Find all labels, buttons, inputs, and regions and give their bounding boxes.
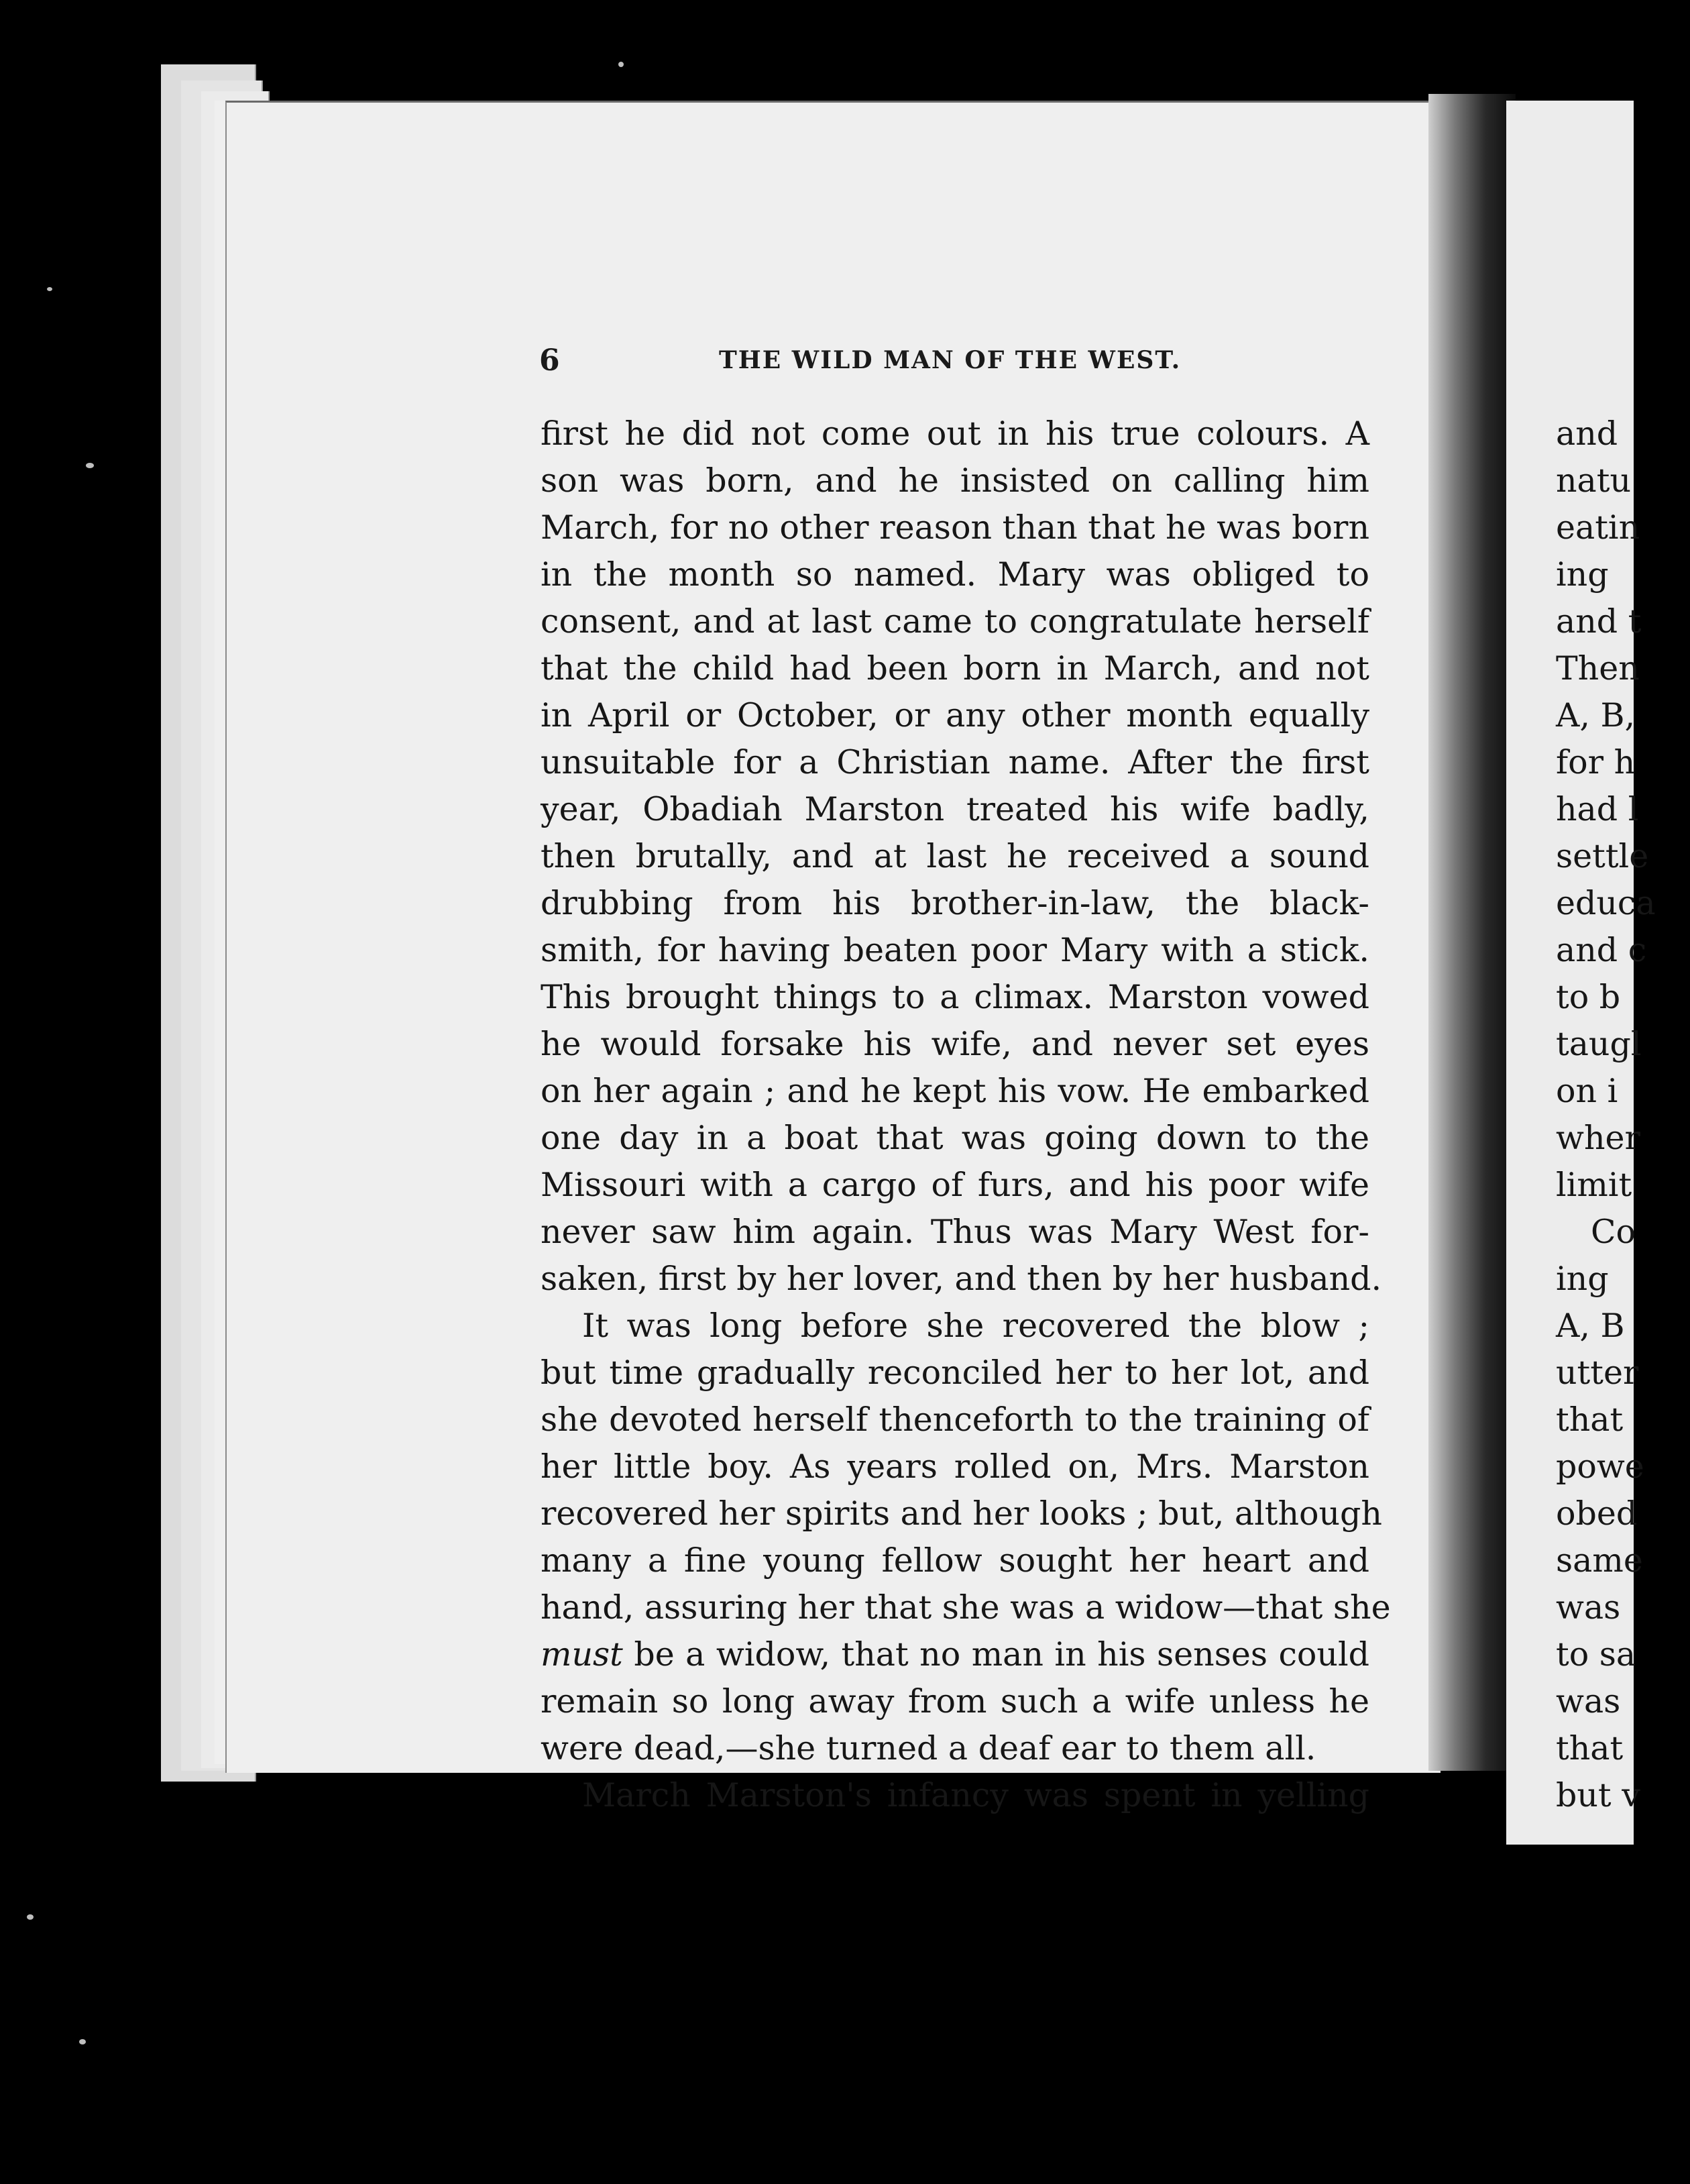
right-line: but v <box>1556 1776 1640 1814</box>
right-line: to sa <box>1556 1635 1636 1674</box>
text-line: on her again ; and he kept his vow. He embarked <box>541 1072 1369 1110</box>
right-line: Then <box>1556 649 1640 688</box>
text-line: in April or October, or any other month equally <box>541 696 1369 734</box>
text-line: unsuitable for a Christian name. After the first <box>541 743 1369 781</box>
text-line: one day in a boat that was going down to the <box>541 1119 1369 1157</box>
right-line: and c <box>1556 931 1647 969</box>
right-line: that <box>1556 1401 1624 1439</box>
right-line: wher <box>1556 1119 1640 1157</box>
right-line: obed <box>1556 1494 1638 1533</box>
right-line: taugl <box>1556 1025 1642 1063</box>
scan-speck <box>618 62 624 67</box>
book-gutter <box>1428 94 1516 1771</box>
right-line: and t <box>1556 602 1642 641</box>
right-line: for h <box>1556 743 1636 781</box>
text-line: her little boy. As years rolled on, Mrs. Marston <box>541 1448 1369 1486</box>
text-line: then brutally, and at last he received a sound <box>541 837 1369 875</box>
text-line: March Marston's infancy was spent in yelling <box>582 1776 1369 1814</box>
text-line: March, for no other reason than that he was born <box>541 508 1369 547</box>
right-line: had l <box>1556 790 1639 828</box>
text-line: in the month so named. Mary was obliged to <box>541 555 1369 594</box>
text-line: many a fine young fellow sought her heart and <box>541 1541 1369 1580</box>
text-line: year, Obadiah Marston treated his wife badly, <box>541 790 1369 828</box>
right-page-fragment <box>1506 101 1656 1845</box>
right-line: ing <box>1556 1260 1609 1298</box>
page-number: 6 <box>539 343 560 378</box>
right-line: same <box>1556 1541 1643 1580</box>
right-line: settle <box>1556 837 1649 875</box>
text-line-rest: be a widow, that no man in his senses could <box>634 1635 1369 1674</box>
right-line: ing <box>1556 555 1609 594</box>
right-line: that <box>1556 1729 1624 1767</box>
page-body-text <box>541 411 1391 1819</box>
scan-speck <box>47 287 52 291</box>
scan-speck <box>86 463 94 468</box>
right-line: Co <box>1591 1213 1636 1251</box>
text-line: saken, first by her lover, and then by her husband. <box>541 1260 1382 1298</box>
text-line: recovered her spirits and her looks ; but, although <box>541 1494 1382 1533</box>
text-line: never saw him again. Thus was Mary West for- <box>541 1213 1369 1251</box>
right-line: powe <box>1556 1448 1644 1486</box>
text-line: This brought things to a climax. Marston vowed <box>541 978 1369 1016</box>
text-line: It was long before she recovered the blow ; <box>582 1307 1369 1345</box>
text-line: remain so long away from such a wife unless he <box>541 1682 1369 1721</box>
right-line: was <box>1556 1588 1621 1627</box>
right-line: to b <box>1556 978 1621 1016</box>
right-line: on i <box>1556 1072 1618 1110</box>
text-line: first he did not come out in his true colours. A <box>541 415 1369 453</box>
text-line-with-emphasis <box>541 1631 1369 1678</box>
scan-speck <box>79 2039 86 2044</box>
right-page-text <box>1556 411 1690 1819</box>
right-line: A, B <box>1556 1307 1625 1345</box>
right-line: natu <box>1556 461 1632 500</box>
right-line: limit <box>1556 1166 1632 1204</box>
running-title: THE WILD MAN OF THE WEST. <box>719 346 1182 374</box>
text-line: hand, assuring her that she was a widow—that she <box>541 1588 1391 1627</box>
right-line: eatin <box>1556 508 1640 547</box>
running-header <box>539 343 1223 384</box>
emphasis-word: must <box>541 1635 623 1674</box>
scan-speck <box>27 1914 34 1920</box>
right-line: and <box>1556 415 1618 453</box>
text-line: Missouri with a cargo of furs, and his poor wife <box>541 1166 1369 1204</box>
text-line: smith, for having beaten poor Mary with a stick. <box>541 931 1369 969</box>
text-line: consent, and at last came to congratulate herself <box>541 602 1369 641</box>
right-line: A, B, <box>1556 696 1636 734</box>
text-line: were dead,—she turned a deaf ear to them all. <box>541 1729 1316 1767</box>
text-line: she devoted herself thenceforth to the training of <box>541 1401 1369 1439</box>
text-line: son was born, and he insisted on calling him <box>541 461 1369 500</box>
right-line: was <box>1556 1682 1621 1721</box>
right-line: utter <box>1556 1354 1639 1392</box>
text-line: drubbing from his brother-in-law, the black- <box>541 884 1369 922</box>
right-line: educa <box>1556 884 1656 922</box>
text-line: but time gradually reconciled her to her lot, and <box>541 1354 1369 1392</box>
text-line: he would forsake his wife, and never set eyes <box>541 1025 1369 1063</box>
text-line: that the child had been born in March, and not <box>541 649 1369 688</box>
